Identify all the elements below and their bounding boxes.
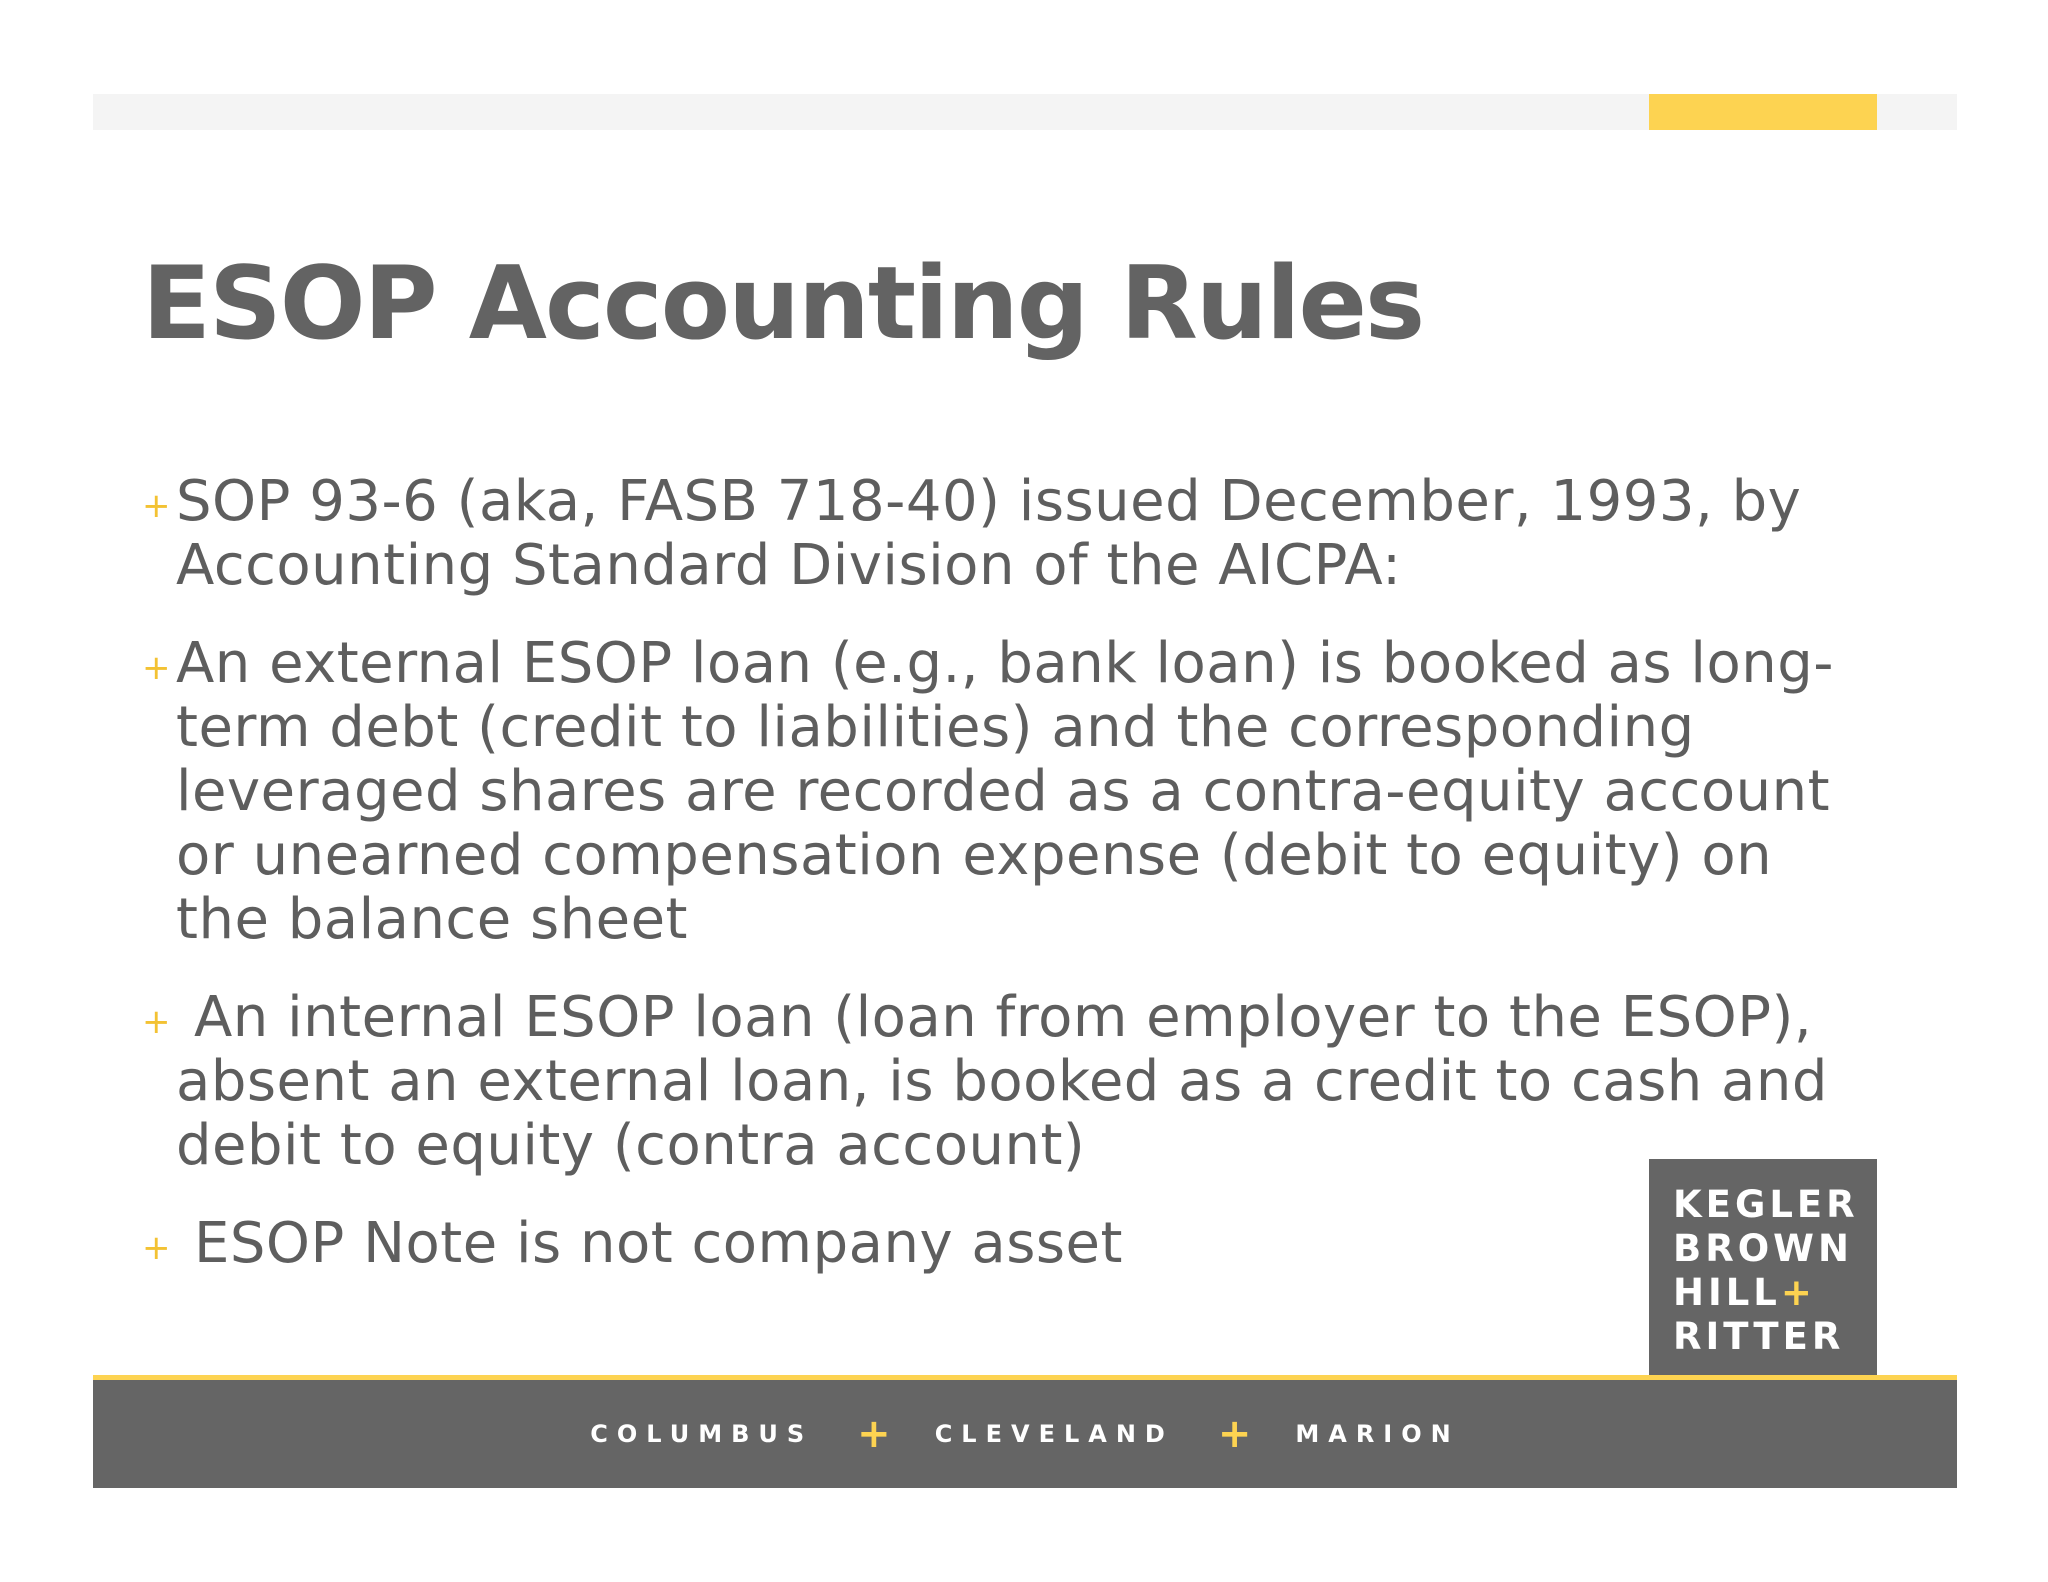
office-locations bbox=[93, 1380, 1957, 1488]
city-label: COLUMBUS bbox=[590, 1420, 814, 1448]
city-label: CLEVELAND bbox=[934, 1420, 1174, 1448]
plus-separator-icon: + bbox=[857, 1411, 891, 1457]
bullet-item bbox=[142, 1212, 1902, 1276]
bullet-item bbox=[142, 632, 1902, 952]
logo-word: RITTER bbox=[1673, 1315, 1845, 1358]
city-label: MARION bbox=[1295, 1420, 1460, 1448]
footer-bar bbox=[93, 1380, 1957, 1488]
bullet-text-line: debit to equity (contra account) bbox=[176, 1113, 1086, 1178]
bullet-text-line: Accounting Standard Division of the AICPA: bbox=[176, 533, 1402, 598]
bullet-text-line: An internal ESOP loan (loan from employer to the ESOP), bbox=[194, 985, 1813, 1050]
plus-icon: + bbox=[1780, 1271, 1816, 1314]
bullet-text-line: SOP 93-6 (aka, FASB 718-40) issued December, 1993, by bbox=[176, 469, 1802, 534]
bullet-item bbox=[142, 986, 1902, 1178]
logo-word: HILL bbox=[1673, 1271, 1781, 1314]
plus-bullet-icon: + bbox=[142, 486, 171, 526]
logo-word: BROWN bbox=[1673, 1227, 1853, 1270]
logo-word-row bbox=[1673, 1271, 1816, 1315]
bullet-text-line: An external ESOP loan (e.g., bank loan) is booked as long- bbox=[176, 631, 1834, 696]
top-accent-bar bbox=[1649, 94, 1877, 130]
plus-separator-icon: + bbox=[1217, 1411, 1252, 1457]
plus-bullet-icon: + bbox=[142, 1002, 171, 1042]
bullet-text-line: term debt (credit to liabilities) and the corresponding bbox=[176, 695, 1695, 760]
kbhr-logo bbox=[1649, 1159, 1877, 1380]
bullet-text-line: absent an external loan, is booked as a credit to cash and bbox=[176, 1049, 1828, 1114]
bullet-text-line: leveraged shares are recorded as a contra-equity account bbox=[176, 759, 1831, 824]
bullet-text-line: the balance sheet bbox=[176, 887, 689, 952]
bullet-text-line: or unearned compensation expense (debit to equity) on bbox=[176, 823, 1773, 888]
bullet-text-line: ESOP Note is not company asset bbox=[194, 1211, 1123, 1276]
bullet-item bbox=[142, 470, 1902, 598]
slide-title: ESOP Accounting Rules bbox=[142, 244, 1424, 362]
logo-word: KEGLER bbox=[1673, 1183, 1859, 1226]
bullet-list bbox=[142, 470, 1902, 1310]
plus-bullet-icon: + bbox=[142, 1228, 171, 1268]
plus-bullet-icon: + bbox=[142, 648, 171, 688]
